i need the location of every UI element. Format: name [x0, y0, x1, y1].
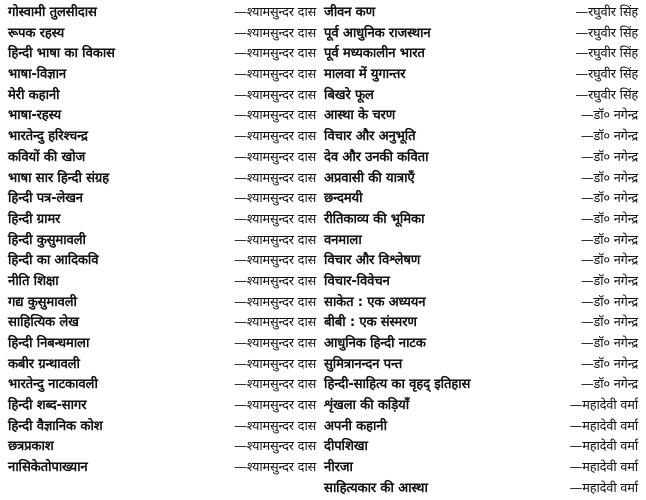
- author-name: —श्यामसुन्दर दास: [234, 377, 317, 393]
- author-name: —श्यामसुन्दर दास: [234, 232, 317, 248]
- author-name: —श्यामसुन्दर दास: [234, 253, 317, 269]
- list-item: [8, 65, 316, 86]
- book-title: पूर्व आधुनिक राजस्थान: [324, 25, 431, 41]
- list-item: [324, 189, 638, 210]
- list-item: [324, 44, 638, 65]
- list-item: [8, 437, 316, 458]
- author-name: —डॉ० नगेन्द्र: [580, 273, 638, 289]
- author-name: —डॉ० नगेन्द्र: [580, 253, 638, 269]
- author-name: —डॉ० नगेन्द्र: [580, 149, 638, 165]
- author-name: —डॉ० नगेन्द्र: [580, 211, 638, 227]
- author-name: —श्यामसुन्दर दास: [234, 418, 317, 434]
- book-title: भाषा-विज्ञान: [8, 67, 66, 83]
- list-item: [324, 210, 638, 231]
- author-name: —महादेवी वर्मा: [569, 439, 638, 455]
- author-name: —रघुवीर सिंह: [575, 67, 638, 83]
- list-item: [324, 355, 638, 376]
- list-item: [324, 86, 638, 107]
- list-item: [8, 106, 316, 127]
- author-name: —डॉ० नगेन्द्र: [580, 336, 638, 351]
- book-title: छन्दमयी: [324, 191, 363, 207]
- list-item: [324, 24, 638, 45]
- list-item: [324, 169, 638, 190]
- list-item: [324, 375, 638, 396]
- book-title: विचार और अनुभूति: [324, 129, 416, 145]
- list-item: [8, 375, 316, 396]
- list-item: [8, 231, 316, 252]
- author-name: —श्यामसुन्दर दास: [234, 398, 317, 414]
- author-name: —श्यामसुन्दर दास: [234, 191, 317, 207]
- list-item: [8, 86, 316, 107]
- list-item: [8, 417, 316, 438]
- book-title: छत्रप्रकाश: [8, 439, 54, 455]
- author-name: —श्यामसुन्दर दास: [234, 294, 317, 310]
- book-title: भाषा सार हिन्दी संग्रह: [8, 170, 109, 186]
- list-item: [8, 24, 316, 45]
- list-item: [8, 458, 316, 479]
- book-title: भाषा-रहस्य: [8, 108, 61, 124]
- book-title: आस्था के चरण: [324, 108, 396, 124]
- book-title: बिखरे फूल: [324, 87, 374, 103]
- list-item: [8, 210, 316, 231]
- book-title: जीवन कण: [324, 5, 375, 20]
- book-title: देव और उनकी कविता: [324, 149, 429, 165]
- book-title: हिन्दी निबन्धमाला: [8, 336, 90, 351]
- author-name: —डॉ० नगेन्द्र: [580, 129, 638, 145]
- book-title: साहित्यकार की आस्था: [324, 480, 428, 496]
- author-name: —श्यामसुन्दर दास: [234, 149, 317, 165]
- book-author-list: [8, 3, 638, 500]
- book-title: दीपशिखा: [324, 439, 368, 455]
- author-name: —श्यामसुन्दर दास: [234, 87, 317, 103]
- author-name: —डॉ० नगेन्द्र: [580, 377, 638, 393]
- list-item: [324, 272, 638, 293]
- book-title: हिन्दी-साहित्य का वृहद् इतिहास: [324, 377, 471, 393]
- list-item: [324, 127, 638, 148]
- list-item: [8, 189, 316, 210]
- list-item: [8, 251, 316, 272]
- author-name: —श्यामसुन्दर दास: [234, 439, 317, 455]
- list-item: [324, 396, 638, 417]
- list-item: [8, 169, 316, 190]
- book-title: हिन्दी कुसुमावली: [8, 232, 86, 248]
- list-item: [324, 106, 638, 127]
- book-title: विचार-विवेचन: [324, 273, 390, 289]
- author-name: —डॉ० नगेन्द्र: [580, 356, 638, 372]
- list-item: [8, 272, 316, 293]
- list-item: [8, 334, 316, 355]
- author-name: —श्यामसुन्दर दास: [234, 460, 317, 476]
- author-name: —श्यामसुन्दर दास: [234, 25, 317, 41]
- list-item: [324, 148, 638, 169]
- book-title: शृंखला की कड़ियाँ: [324, 398, 409, 414]
- book-title: कबीर ग्रन्थावली: [8, 356, 80, 372]
- book-title: सुमित्रानन्दन पन्त: [324, 356, 403, 372]
- author-name: —डॉ० नगेन्द्र: [580, 108, 638, 124]
- author-name: —श्यामसुन्दर दास: [234, 211, 317, 227]
- list-item: [8, 148, 316, 169]
- list-item: [8, 313, 316, 334]
- book-title: कवियों की खोज: [8, 149, 86, 165]
- book-title: हिन्दी वैज्ञानिक कोश: [8, 418, 103, 434]
- author-name: —महादेवी वर्मा: [569, 418, 638, 434]
- left-column: [8, 3, 316, 500]
- author-name: —श्यामसुन्दर दास: [234, 273, 317, 289]
- author-name: —रघुवीर सिंह: [575, 87, 638, 103]
- list-item: [8, 396, 316, 417]
- author-name: —डॉ० नगेन्द्र: [580, 315, 638, 331]
- author-name: —श्यामसुन्दर दास: [234, 356, 317, 372]
- book-title: साकेत : एक अध्ययन: [324, 294, 426, 310]
- book-title: हिन्दी का आदिकवि: [8, 253, 99, 269]
- author-name: —महादेवी वर्मा: [569, 480, 638, 496]
- book-title: रीतिकाव्य की भूमिका: [324, 211, 425, 227]
- author-name: —डॉ० नगेन्द्र: [580, 170, 638, 186]
- list-item: [324, 479, 638, 500]
- author-name: —श्यामसुन्दर दास: [234, 5, 317, 20]
- book-title: विचार और विश्लेषण: [324, 253, 421, 269]
- author-name: —श्यामसुन्दर दास: [234, 170, 317, 186]
- list-item: [8, 44, 316, 65]
- book-title: भारतेन्दु हरिश्चन्द्र: [8, 129, 88, 145]
- book-title: मेरी कहानी: [8, 87, 60, 103]
- book-title: आधुनिक हिन्दी नाटक: [324, 336, 426, 351]
- book-title: पूर्व मध्यकालीन भारत: [324, 46, 425, 62]
- book-title: नासिकेतोपाख्यान: [8, 460, 88, 476]
- book-title: नीरजा: [324, 460, 353, 476]
- author-name: —डॉ० नगेन्द्र: [580, 294, 638, 310]
- list-item: [324, 313, 638, 334]
- author-name: —रघुवीर सिंह: [575, 5, 638, 20]
- right-column: [316, 3, 638, 500]
- book-title: नीति शिक्षा: [8, 273, 59, 289]
- list-item: [324, 417, 638, 438]
- book-title: अप्रवासी की यात्राएँ: [324, 170, 415, 186]
- author-name: —श्यामसुन्दर दास: [234, 67, 317, 83]
- author-name: —श्यामसुन्दर दास: [234, 46, 317, 62]
- book-title: अपनी कहानी: [324, 418, 387, 434]
- book-title: साहित्यिक लेख: [8, 315, 79, 331]
- list-item: [324, 251, 638, 272]
- list-item: [324, 3, 638, 24]
- author-name: —डॉ० नगेन्द्र: [580, 191, 638, 207]
- author-name: —महादेवी वर्मा: [569, 398, 638, 414]
- author-name: —श्यामसुन्दर दास: [234, 336, 317, 351]
- book-title: हिन्दी शब्द-सागर: [8, 398, 87, 414]
- list-item: [8, 3, 316, 24]
- book-title: बीबी : एक संस्मरण: [324, 315, 417, 331]
- author-name: —श्यामसुन्दर दास: [234, 129, 317, 145]
- list-item: [324, 437, 638, 458]
- author-name: —श्यामसुन्दर दास: [234, 315, 317, 331]
- book-title: हिन्दी पत्र-लेखन: [8, 191, 83, 207]
- list-item: [324, 334, 638, 355]
- author-name: —रघुवीर सिंह: [575, 25, 638, 41]
- author-name: —महादेवी वर्मा: [569, 460, 638, 476]
- list-item: [324, 458, 638, 479]
- list-item: [324, 231, 638, 252]
- book-title: हिन्दी भाषा का विकास: [8, 46, 115, 62]
- list-item: [8, 355, 316, 376]
- list-item: [8, 293, 316, 314]
- author-name: —डॉ० नगेन्द्र: [580, 232, 638, 248]
- book-title: हिन्दी ग्रामर: [8, 211, 61, 227]
- list-item: [324, 293, 638, 314]
- book-title: गोस्वामी तुलसीदास: [8, 5, 97, 20]
- book-title: मालवा में युगान्तर: [324, 67, 406, 83]
- list-item: [8, 127, 316, 148]
- book-title: रूपक रहस्य: [8, 25, 65, 41]
- book-title: गद्य कुसुमावली: [8, 294, 77, 310]
- book-title: वनमाला: [324, 232, 362, 248]
- author-name: —रघुवीर सिंह: [575, 46, 638, 62]
- list-item: [324, 65, 638, 86]
- book-title: भारतेन्दु नाटकावली: [8, 377, 98, 393]
- author-name: —श्यामसुन्दर दास: [234, 108, 317, 124]
